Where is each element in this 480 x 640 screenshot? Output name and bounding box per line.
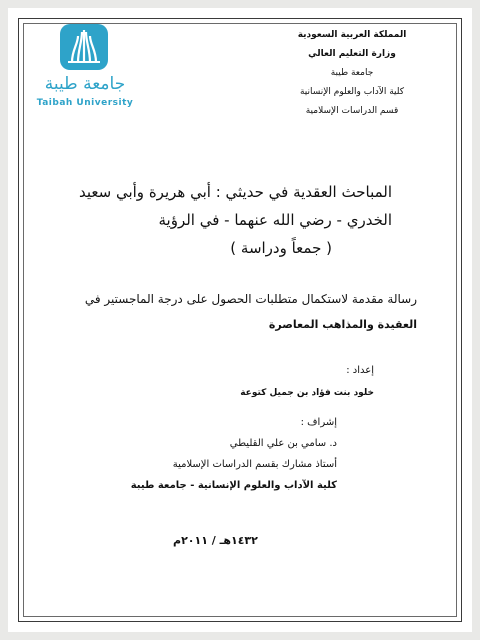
preparation-label: إعداد : — [346, 365, 374, 376]
preparation-section — [240, 360, 374, 404]
title-line-3: ( جمعاً ودراسة ) — [230, 239, 332, 257]
purpose-line-2: العقيدة والمذاهب المعاصرة — [268, 318, 417, 331]
header-university: جامعة طيبة — [330, 68, 374, 78]
title-line-2: الخدري - رضي الله عنهما - في الرؤية — [158, 211, 392, 229]
header-kingdom: المملكة العربية السعودية — [297, 30, 407, 40]
supervision-section — [131, 412, 337, 496]
supervisor-affiliation: كلية الآداب والعلوم الإنسانية - جامعة طيبة — [130, 480, 337, 491]
header-ministry: وزارة التعليم العالي — [308, 49, 396, 59]
supervisor-title: أستاذ مشارك بقسم الدراسات الإسلامية — [172, 459, 337, 470]
header-college: كلية الآداب والعلوم الإنسانية — [299, 87, 405, 97]
thesis-purpose — [85, 286, 417, 338]
supervision-label: إشراف : — [300, 417, 337, 428]
purpose-line-1: رسالة مقدمة لاستكمال متطلبات الحصول على درجة الماجستير في — [84, 292, 417, 306]
logo-arabic-text: جامعة طيبة — [44, 74, 126, 94]
submission-date: ١٤٣٢هـ / ٢٠١١م — [173, 534, 258, 547]
institution-header — [262, 26, 442, 121]
taibah-university-emblem-icon — [58, 22, 110, 72]
document-page — [8, 8, 472, 632]
university-logo — [30, 18, 140, 118]
author-name: خلود بنت فؤاد بن جميل كتوعة — [240, 388, 374, 398]
thesis-title — [79, 178, 392, 262]
header-department: قسم الدراسات الإسلامية — [305, 106, 399, 116]
supervisor-name: د. سامي بن علي القليطي — [229, 438, 337, 449]
title-line-1: المباحث العقدية في حديثي : أبي هريرة وأبي سعيد — [78, 183, 392, 201]
logo-english-text: Taibah University — [36, 98, 134, 108]
